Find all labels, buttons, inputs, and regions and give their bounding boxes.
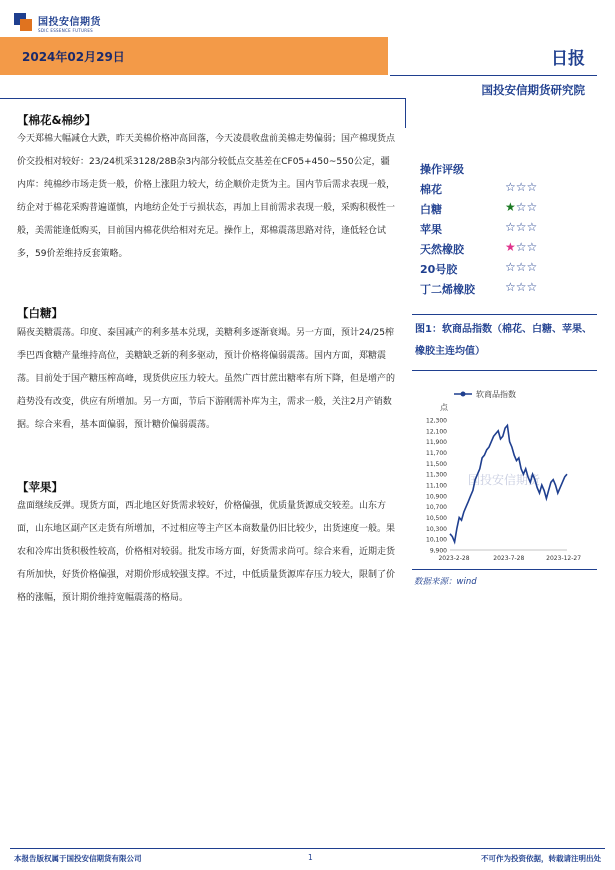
star-empty-icon: ☆	[505, 280, 516, 294]
report-type: 日报	[551, 49, 585, 69]
section-text-cotton: 今天郑棉大幅减仓大跌，昨天美棉价格冲高回落，今天凌晨收盘前美棉走势偏弱；国产棉现货点价交投相对较好：23/24机采3128/28B杂3内部分较低点交基差在CF05+450~550公定，疆内库：纯棉纱市场走货一般，价格上涨阻力较大，纺企顺价走货为主。国内节后需求表现一般，纺企对于棉花采购普遍谨慎，内地纺企处于亏损状态，再加上目前需求表现一般，采购积极性一般，美需能逢低购买，目前国内棉花供给相对充足。操作上，郑棉震荡思路对待，逢低轻仓试多，59价差维持反套策略。	[17, 134, 396, 259]
rating-row	[420, 221, 442, 237]
star-empty-icon: ☆	[505, 260, 516, 274]
column-divider	[405, 98, 406, 128]
y-tick-label: 11,300	[426, 471, 447, 479]
x-tick-label: 2023-12-27	[546, 555, 582, 562]
footer-copyright: 本报告版权属于国投安信期货有限公司	[14, 854, 142, 863]
report-date: 2024年02月29日	[22, 50, 125, 64]
logo-mark-icon	[14, 13, 34, 33]
star-filled-icon: ★	[505, 200, 516, 214]
star-empty-icon: ☆	[526, 220, 538, 234]
rating-commodity: 20号胶	[420, 263, 458, 276]
rating-commodity: 棉花	[420, 183, 442, 196]
header-divider	[390, 75, 597, 76]
y-tick-label: 11,500	[426, 460, 447, 468]
institute-name: 国投安信期货研究院	[481, 83, 585, 97]
footer-divider	[10, 848, 605, 849]
rating-stars	[505, 260, 537, 274]
rating-stars	[505, 240, 537, 254]
star-filled-icon: ★	[505, 240, 516, 254]
y-tick-label: 12,100	[426, 428, 447, 436]
rating-row	[420, 261, 457, 277]
star-empty-icon: ☆	[515, 200, 527, 214]
section-title-sugar: 【白糖】	[17, 306, 63, 320]
figure-title: 图1：软商品指数（棉花、白糖、苹果、橡胶主连均值）	[415, 324, 592, 357]
star-empty-icon: ☆	[515, 280, 527, 294]
rating-stars	[505, 220, 537, 234]
star-empty-icon: ☆	[505, 220, 516, 234]
star-empty-icon: ☆	[526, 240, 538, 254]
logo-cn-text: 国投安信期货	[38, 17, 101, 28]
y-tick-label: 10,900	[426, 493, 447, 501]
rating-stars	[505, 200, 537, 214]
y-tick-label: 10,500	[426, 515, 447, 522]
legend-label: 软商品指数	[476, 390, 516, 399]
star-empty-icon: ☆	[515, 180, 527, 194]
section-text-apple: 盘面继续反弹。现货方面，西北地区好货需求较好，价格偏强，优质量货源成交较差。山东方面，山东地区副产区走货有所增加，不过相应等主产区本商数量仍旧比较少，出货速度一般。果农和冷库出货积极性较高，价格相对较弱。批发市场方面，好货需求尚可。综合来看，近期走货有所加快，好货价格偏强，对期价形成较强支撑。不过，中低质量货源库存压力较大，限制了价格的涨幅，预计期价维持宽幅震荡的格局。	[17, 501, 396, 603]
rating-row	[420, 241, 464, 257]
page-number: 1	[308, 853, 313, 862]
content-top-divider	[0, 98, 405, 99]
figure-title-divider	[412, 370, 597, 371]
logo-en-text: SDIC ESSENCE FUTURES	[38, 28, 94, 33]
rating-commodity: 丁二烯橡胶	[420, 283, 475, 296]
chart-watermark: 国投安信期货	[467, 473, 541, 487]
chart-source: 数据来源：wind	[414, 577, 477, 587]
x-ticks	[438, 555, 581, 562]
soft-commodity-index-chart	[412, 372, 597, 567]
x-tick-label: 2023-2-28	[438, 555, 470, 562]
rating-commodity: 白糖	[420, 203, 442, 216]
rating-stars	[505, 180, 537, 194]
rating-stars	[505, 280, 537, 294]
legend-marker	[461, 392, 466, 397]
star-empty-icon: ☆	[526, 260, 538, 274]
rating-row	[420, 201, 442, 217]
y-tick-label: 9,900	[429, 547, 447, 555]
figure-bottom-divider	[412, 569, 597, 570]
rating-commodity: 苹果	[420, 223, 442, 236]
y-tick-label: 10,700	[426, 504, 447, 512]
star-empty-icon: ☆	[515, 240, 527, 254]
section-title-apple: 【苹果】	[17, 480, 63, 494]
star-empty-icon: ☆	[526, 180, 538, 194]
company-logo	[14, 12, 101, 34]
y-tick-label: 10,300	[426, 525, 447, 533]
rating-row	[420, 181, 442, 197]
figure-top-divider	[412, 314, 597, 315]
y-tick-label: 11,700	[426, 450, 447, 457]
star-empty-icon: ☆	[526, 200, 538, 214]
star-empty-icon: ☆	[515, 260, 527, 274]
section-text-sugar: 隔夜美糖震荡。印度、泰国减产的利多基本兑现，美糖利多逐渐衰竭。另一方面，预计24/25榨季巴西食糖产量维持高位，美糖缺乏新的利多驱动，预计价格将偏弱震荡。国内方面，郑糖震荡。目前处于国产糖压榨高峰，现货供应压力较大。虽然广西甘蔗出糖率有所下降，但是增产的趋势没有改变，供应有所增加。另一方面，节后下游刚需补库为主，需求一般，关注2月产销数据。综合来看，基本面偏弱，预计糖价偏弱震荡。	[17, 328, 396, 430]
y-tick-label: 11,100	[426, 482, 447, 490]
chart-legend	[454, 389, 516, 399]
y-tick-label: 11,900	[426, 439, 447, 447]
rating-row	[420, 281, 475, 297]
section-title-cotton: 【棉花&棉纱】	[17, 113, 97, 127]
star-empty-icon: ☆	[505, 180, 516, 194]
footer-disclaimer: 不可作为投资依据，转载请注明出处	[481, 854, 601, 863]
y-tick-label: 12,300	[426, 417, 447, 425]
rating-commodity: 天然橡胶	[420, 243, 464, 256]
star-empty-icon: ☆	[515, 220, 527, 234]
x-tick-label: 2023-7-28	[493, 555, 525, 562]
y-tick-label: 10,100	[426, 536, 447, 544]
rating-title: 操作评级	[420, 163, 464, 176]
y-axis-label: 点	[440, 403, 448, 412]
star-empty-icon: ☆	[526, 280, 538, 294]
